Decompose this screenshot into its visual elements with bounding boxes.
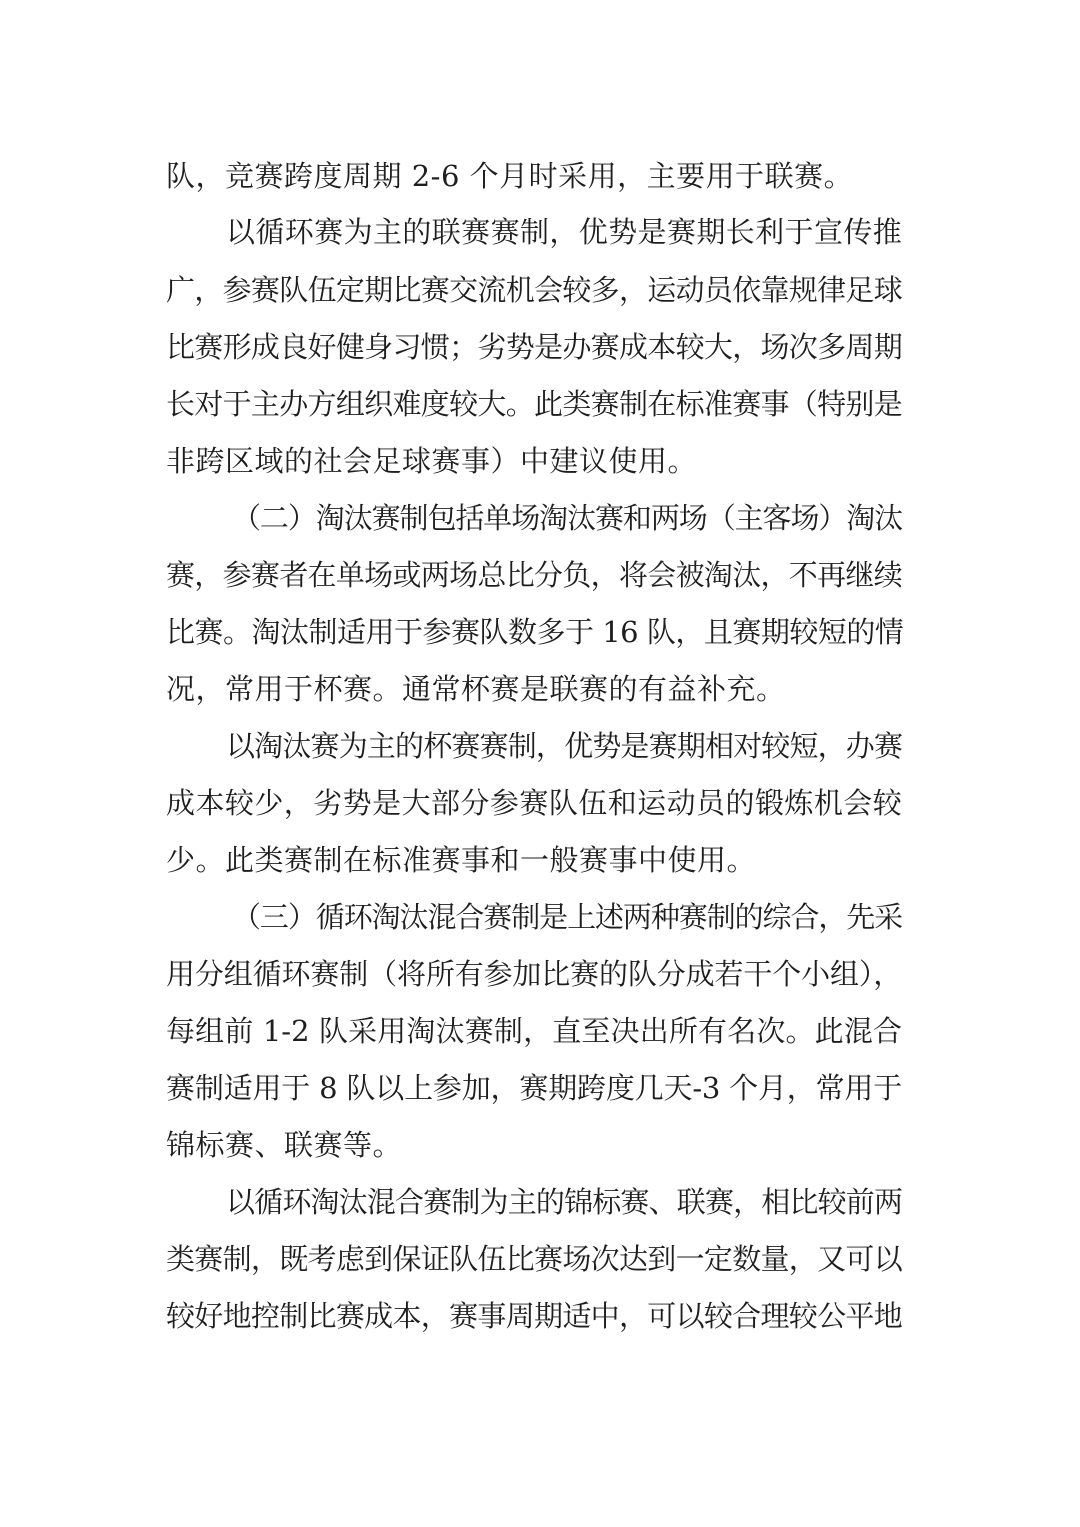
text-line-21: 较好地控制比赛成本，赛事周期适中，可以较合理较公平地 — [166, 1299, 902, 1333]
text-line-13: 少。此类赛制在标准赛事和一般赛事中使用。 — [166, 843, 757, 877]
text-line-9: 比赛。淘汰制适用于参赛队数多于 16 队，且赛期较短的情 — [166, 615, 904, 649]
text-line-3: 广，参赛队伍定期比赛交流机会较多，运动员依靠规律足球 — [166, 273, 902, 307]
text-line-20: 类赛制，既考虑到保证队伍比赛场次达到一定数量，又可以 — [166, 1242, 902, 1276]
text-line-5: 长对于主办方组织难度较大。此类赛制在标准赛事（特别是 — [166, 387, 902, 421]
text-line-4: 比赛形成良好健身习惯；劣势是办赛成本较大，场次多周期 — [166, 330, 902, 364]
text-line-14: （三）循环淘汰混合赛制是上述两种赛制的综合，先采 — [232, 900, 902, 934]
text-line-12: 成本较少，劣势是大部分参赛队伍和运动员的锻炼机会较 — [166, 786, 902, 820]
text-line-8: 赛，参赛者在单场或两场总比分负，将会被淘汰，不再继续 — [166, 558, 902, 592]
text-line-6: 非跨区域的社会足球赛事）中建议使用。 — [166, 444, 698, 478]
text-line-10: 况，常用于杯赛。通常杯赛是联赛的有益补充。 — [166, 672, 786, 706]
text-line-16: 每组前 1-2 队采用淘汰赛制，直至决出所有名次。此混合 — [166, 1014, 902, 1048]
text-line-1: 队，竞赛跨度周期 2-6 个月时采用，主要用于联赛。 — [166, 159, 854, 193]
text-line-2: 以循环赛为主的联赛赛制，优势是赛期长利于宣传推 — [226, 215, 902, 249]
text-line-11: 以淘汰赛为主的杯赛赛制，优势是赛期相对较短，办赛 — [226, 729, 902, 763]
text-line-15: 用分组循环赛制（将所有参加比赛的队分成若干个小组）， — [166, 957, 902, 991]
text-line-18: 锦标赛、联赛等。 — [166, 1128, 403, 1162]
text-line-17: 赛制适用于 8 队以上参加，赛期跨度几天-3 个月，常用于 — [166, 1071, 902, 1105]
text-line-7: （二）淘汰赛制包括单场淘汰赛和两场（主客场）淘汰 — [232, 501, 902, 535]
text-line-19: 以循环淘汰混合赛制为主的锦标赛、联赛，相比较前两 — [226, 1185, 902, 1219]
